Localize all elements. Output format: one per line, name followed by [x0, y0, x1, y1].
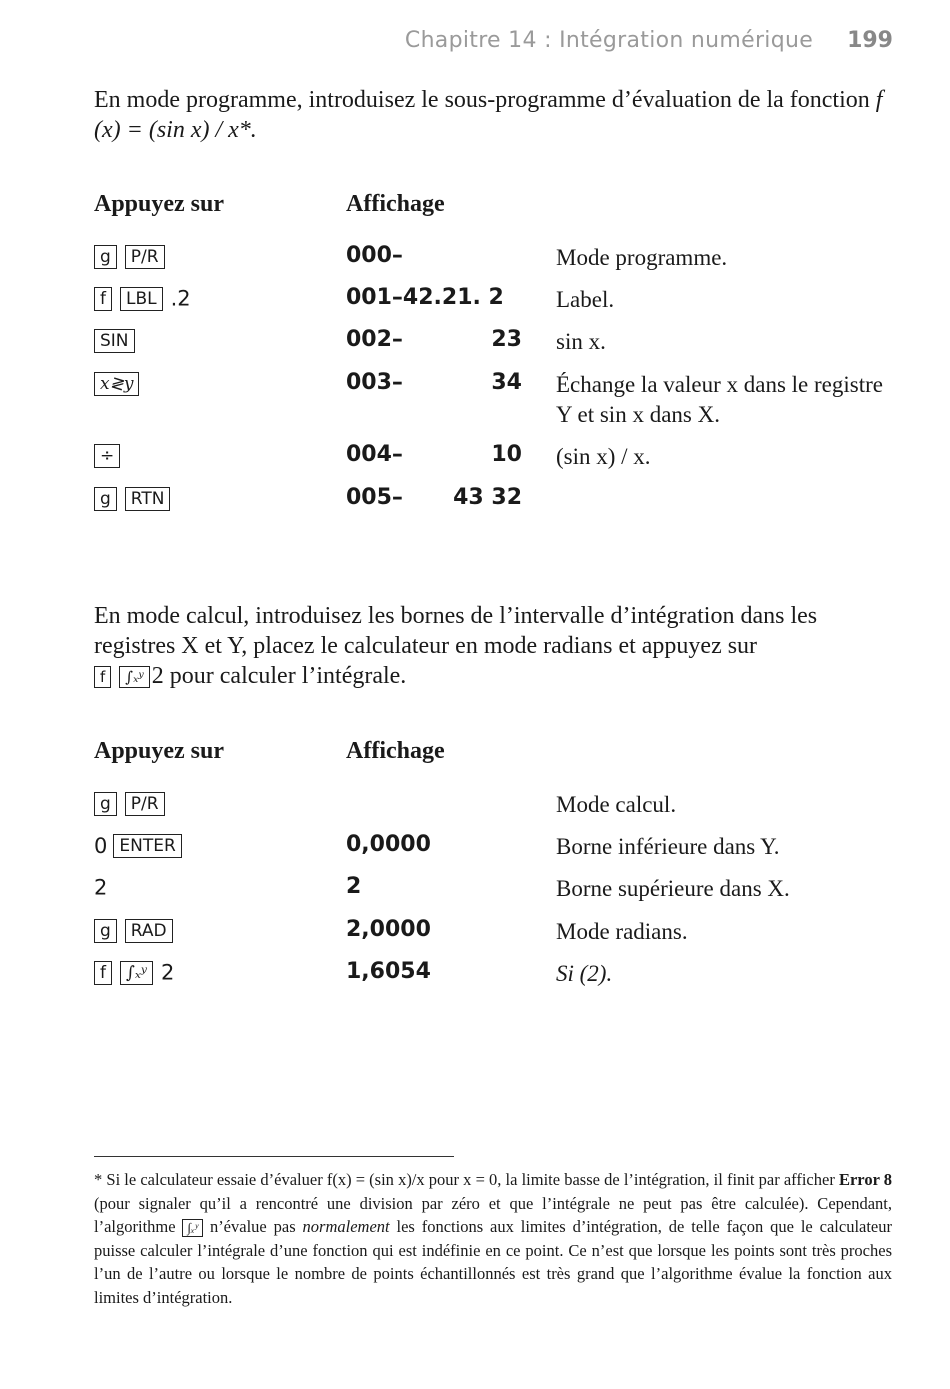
footnote-part3: n’évalue pas [203, 1217, 303, 1236]
footnote-error: Error 8 [838, 1170, 892, 1189]
key-lbl: LBL [120, 287, 163, 311]
keys-cell [94, 370, 147, 396]
table1-row [0, 327, 950, 357]
intro2-tail: 2 pour calculer l’intégrale. [151, 663, 407, 689]
key-rtn: RTN [125, 487, 171, 511]
row-description: Mode calcul. [556, 792, 677, 817]
display-code: 10 [491, 442, 522, 467]
footnote-emphasis: normalement [302, 1217, 390, 1236]
row-description: Mode radians. [556, 919, 688, 944]
display-value: 2,0000 [346, 917, 431, 942]
display-code: 23 [491, 327, 522, 352]
table2-row [0, 832, 950, 862]
intro1-text: En mode programme, introduisez le sous-programme d’évaluation de la fonction [94, 87, 876, 113]
footnote-part2: (pour signaler qu’il a rencontré une division par zéro et que l’intégrale ne peut pas être calculée). Cependant, l’algorithme [94, 1193, 892, 1236]
table2-col-display: Affichage [346, 738, 445, 764]
key-enter: ENTER [113, 834, 181, 858]
table2-row [0, 917, 950, 947]
display-code: 43 32 [453, 485, 522, 510]
keys-cell [94, 243, 173, 269]
table1-col-keys: Appuyez sur [94, 191, 225, 217]
table2-col-keys: Appuyez sur [94, 738, 225, 764]
footnote [94, 1168, 892, 1309]
key-pr: P/R [125, 245, 165, 269]
keys-cell [94, 285, 191, 311]
row-description: (sin x) / x. [556, 444, 651, 469]
display-value: 2 [346, 874, 362, 899]
key-integrate: ∫ₓʸ [119, 666, 149, 688]
intro-paragraph-1 [94, 85, 894, 145]
table1-row [0, 485, 950, 515]
table2-row [0, 790, 950, 820]
key-suffix: 2 [160, 960, 175, 985]
key-suffix: .2 [170, 286, 191, 311]
footnote-integrate-key: ∫ₓʸ [182, 1219, 203, 1237]
footnote-divider [94, 1156, 454, 1157]
key-g: g [94, 792, 117, 816]
display-step: 002– [346, 327, 403, 352]
row-description: Mode programme. [556, 245, 728, 270]
display-value: 000– [346, 243, 403, 268]
row-description: Borne inférieure dans Y. [556, 834, 780, 859]
table2-row [0, 959, 950, 989]
display-step: 004– [346, 442, 403, 467]
display-step: 003– [346, 370, 403, 395]
display-value: 001–42.21. 2 [346, 285, 504, 310]
footnote-part1: * Si le calculateur essaie d’évaluer f(x) = (sin x)/x pour x = 0, la limite basse de l’intégration, il finit par afficher [94, 1170, 839, 1189]
key-divide: ÷ [94, 444, 120, 468]
key-sin: SIN [94, 329, 135, 353]
keys-cell [94, 327, 143, 353]
keys-cell [94, 874, 107, 900]
keys-cell [94, 917, 181, 943]
key-g: g [94, 487, 117, 511]
intro-paragraph-2 [94, 601, 894, 691]
chapter-title: Chapitre 14 : Intégration numérique [404, 28, 814, 53]
row-description: Borne supérieure dans X. [556, 876, 790, 901]
intro1-function: f (x) = (sin x) / x*. [94, 87, 883, 143]
key-f: f [94, 287, 112, 311]
row-description: Échange la valeur x dans le registre Y et sin x dans X. [556, 372, 883, 427]
row-description: sin x. [556, 329, 606, 354]
footnote-part4: les fonctions aux limites d’intégration, de telle façon que le calculateur puisse calculer l’intégrale d’une fonction qui est indéfinie en ce point. Ce n’est que lorsque les points sont très proches l’un de l’autre ou lorsque le nombre de points échantillonnés est très grand que l’algorithme évalue la fonction aux limites d’intégration. [94, 1217, 892, 1307]
key-g: g [94, 245, 117, 269]
keys-cell [94, 832, 190, 858]
display-step: 005– [346, 485, 403, 510]
page-number: 199 [847, 28, 893, 53]
intro2-text: En mode calcul, introduisez les bornes de l’intervalle d’intégration dans les registres X et Y, placez le calculateur en mode radians et appuyez sur [94, 603, 818, 659]
key-xy-swap: x≷y [94, 372, 139, 396]
key-pr: P/R [125, 792, 165, 816]
page-header [0, 28, 893, 53]
display-value: 1,6054 [346, 959, 431, 984]
table1-row [0, 285, 950, 315]
row-description: Label. [556, 287, 615, 312]
table1-row [0, 243, 950, 273]
display-value: 0,0000 [346, 832, 431, 857]
key-prefix: 2 [94, 875, 108, 900]
table2-row [0, 874, 950, 904]
key-g: g [94, 919, 117, 943]
key-integrate: ∫ₓʸ [120, 961, 153, 985]
keys-cell [94, 485, 178, 511]
table1-row [0, 442, 950, 472]
key-f: f [94, 666, 111, 688]
keys-cell [94, 442, 128, 468]
key-f: f [94, 961, 112, 985]
keys-cell [94, 790, 173, 816]
table1-col-display: Affichage [346, 191, 445, 217]
keys-cell [94, 959, 174, 985]
key-prefix: 0 [94, 833, 108, 858]
display-code: 34 [491, 370, 522, 395]
row-description: Si (2). [556, 961, 613, 986]
key-rad: RAD [125, 919, 173, 943]
table1-row [0, 370, 950, 427]
